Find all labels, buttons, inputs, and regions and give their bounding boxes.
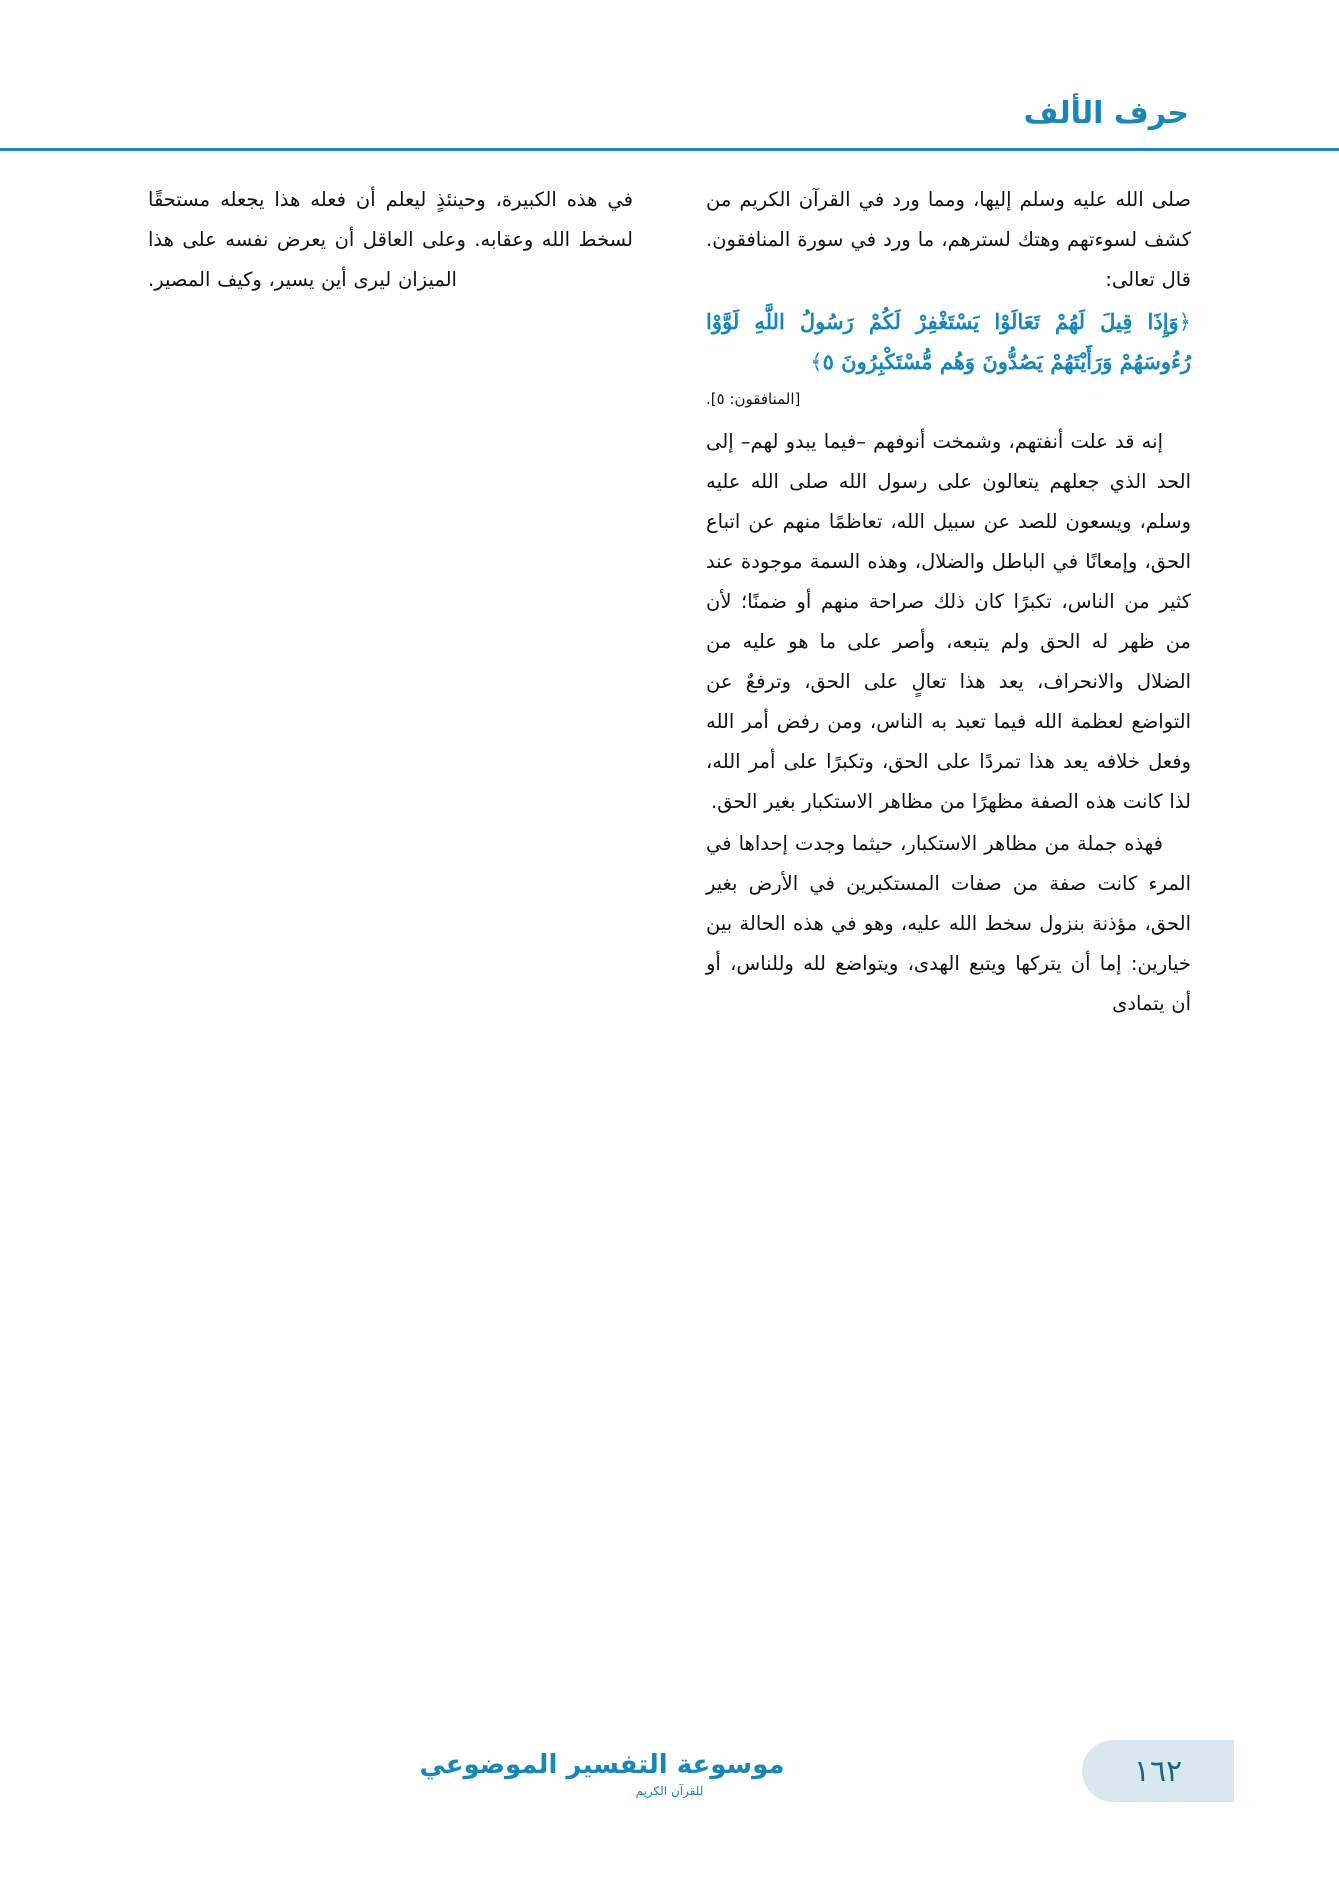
verse-ayah-number: ٥ xyxy=(822,349,834,374)
verse-reference-line xyxy=(706,382,1191,416)
paragraph-body-1: إنه قد علت أنفتهم، وشمخت أنوفهم –فيما يبدو لهم– إلى الحد الذي جعلهم يتعالون على رسول الله صلى الله عليه وسلم، ويسعون للصد عن سبيل الله، تعاظمًا منهم عن اتباع الحق، وإمعانًا في الباطل والضلال، وهذه السمة موجودة عند كثير من الناس، تكبرًا كان ذلك صراحة منهم أو ضمنًا؛ لأن من ظهر له الحق ولم يتبعه، وأصر على ما هو عليه من الضلال والانحراف، يعد هذا تعالٍ على الحق، وترفعٌ عن التواضع لعظمة الله فيما تعبد به الناس، ومن رفض أمر الله وفعل خلافه يعد هذا تمردًا على الحق، وتكبرًا على أمر الله، لذا كانت هذه الصفة مظهرًا من مظاهر الاستكبار بغير الحق. xyxy=(706,430,1191,813)
header-divider xyxy=(0,148,1339,151)
paragraph-intro: صلى الله عليه وسلم إليها، ومما ورد في القرآن الكريم من كشف لسوءتهم وهتك لسترهم، ما ورد في سورة المنافقون. قال تعالى: xyxy=(706,188,1191,291)
column-left xyxy=(148,180,633,302)
verse-close-brace: ﴾ xyxy=(810,350,823,374)
verse-text: وَإِذَا قِيلَ لَهُمْ تَعَالَوْا يَسْتَغْفِرْ لَكُمْ رَسُولُ اللَّهِ لَوَّوْا رُءُوسَهُمْ وَرَأَيْتَهُمْ يَصُدُّونَ وَهُم مُّسْتَكْبِرُونَ xyxy=(706,309,1191,374)
logo-subtitle: للقرآن الكريم xyxy=(635,1784,704,1798)
quran-verse xyxy=(706,302,1191,382)
verse-open-brace: ﴿ xyxy=(1178,310,1191,334)
column-right xyxy=(706,180,1191,1026)
body-columns xyxy=(148,180,1191,1500)
publisher-logo xyxy=(419,1750,785,1798)
verse-reference: [المنافقون: ٥]. xyxy=(706,390,801,408)
page-number-badge: ١٦٢ xyxy=(1082,1740,1234,1802)
page-footer xyxy=(0,1670,1339,1890)
logo-title: موسوعة التفسير الموضوعي xyxy=(419,1750,785,1780)
paragraph-body-2: فهذه جملة من مظاهر الاستكبار، حيثما وجدت إحداها في المرء كانت صفة من صفات المستكبرين في الأرض بغير الحق، مؤذنة بنزول سخط الله عليه، وهو في هذه الحالة بين خيارين: إما أن يتركها ويتبع الهدى، ويتواضع لله وللناس، أو أن يتمادى xyxy=(706,832,1191,1015)
page-title: حرف الألف xyxy=(1023,96,1189,131)
page-header xyxy=(0,96,1339,156)
paragraph-continuation: في هذه الكبيرة، وحينئذٍ ليعلم أن فعله هذا يجعله مستحقًا لسخط الله وعقابه. وعلى العاقل أن يعرض نفسه على هذا الميزان ليرى أين يسير، وكيف المصير. xyxy=(148,188,633,291)
